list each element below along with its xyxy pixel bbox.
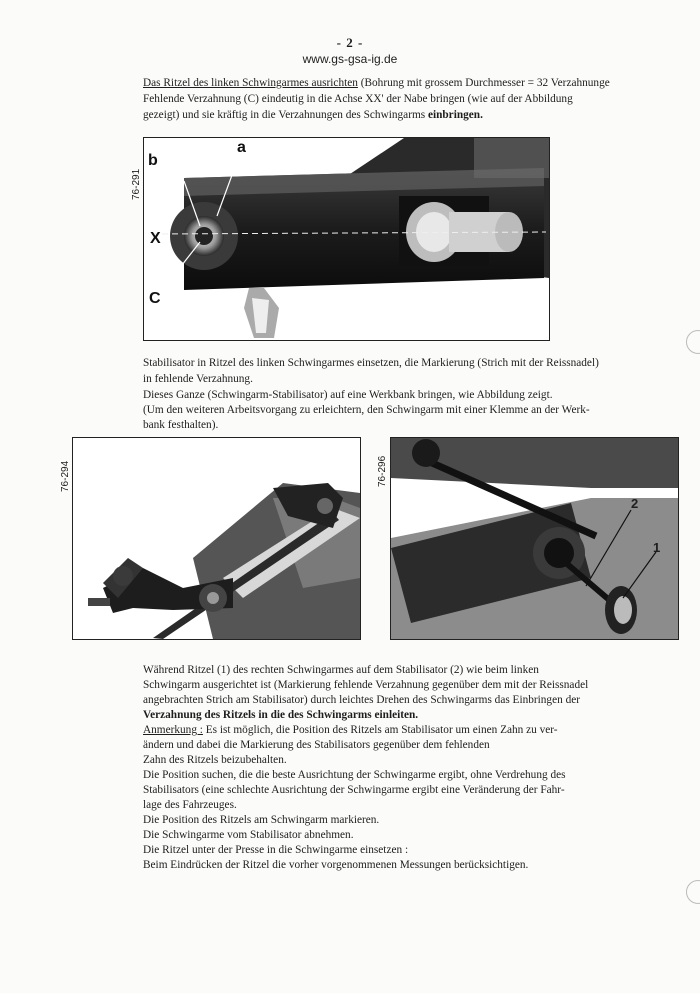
- figure2-photo: [72, 437, 361, 640]
- figure1-label-x: X: [150, 230, 161, 247]
- figure1-label-b: b: [148, 152, 158, 169]
- figure2-id: 76-294: [60, 460, 71, 492]
- figure3-label-1: 1: [653, 540, 661, 555]
- section-heading: Das Ritzel des linken Schwingarmes ausrichten: [143, 77, 358, 89]
- page-number: - 2 -: [336, 35, 364, 50]
- website-url: www.gs-gsa-ig.de: [302, 52, 398, 66]
- note-line9: Die Ritzel unter der Presse in die Schwingarme einsetzen :: [143, 844, 409, 856]
- note-label: Anmerkung :: [143, 724, 203, 736]
- note-line4: Die Position suchen, die die beste Ausrichtung der Schwingarme ergibt, ohne Verdrehung des: [143, 769, 566, 781]
- figure1-label-c: C: [149, 290, 161, 307]
- para3-line4: [143, 708, 418, 723]
- right-swing-arm-stabilizer-illustration: [391, 438, 678, 639]
- para1-line3: [143, 108, 483, 123]
- para2-line2: in fehlende Verzahnung.: [143, 373, 253, 385]
- scan-mark-top: [686, 330, 700, 354]
- figure3-label-2: 2: [631, 496, 639, 511]
- figure3-id: 76-296: [377, 455, 388, 487]
- note-line10: Beim Eindrücken der Ritzel die vorher vorgenommenen Messungen berücksichtigen.: [143, 859, 529, 871]
- para3-line3: angebrachten Strich am Stabilisator) durch leichtes Drehen des Schwingarms das Einbringen der: [143, 694, 580, 706]
- swing-arm-hub-illustration: [144, 138, 549, 340]
- para2-line5: bank festhalten).: [143, 419, 219, 431]
- para1-line2: Fehlende Verzahnung (C) eindeutig in die Achse XX' der Nabe bringen (wie auf der Abbildung: [143, 93, 573, 105]
- para1-line1: [143, 76, 610, 91]
- note-line2: ändern und dabei die Markierung des Stabilisators gegenüber dem fehlenden: [143, 739, 490, 751]
- note-line1: [143, 723, 558, 738]
- note-line6: lage des Fahrzeuges.: [143, 799, 237, 811]
- para3-line4-text: Verzahnung des Ritzels in die des Schwingarms einleiten.: [143, 709, 419, 721]
- figure1-id: 76-291: [131, 168, 142, 200]
- note-line3: Zahn des Ritzels beizubehalten.: [143, 754, 287, 766]
- workbench-assembly-illustration: [73, 438, 360, 639]
- note-line5: Stabilisators (eine schlechte Ausrichtung der Schwingarme ergibt eine Veränderung der Fahr-: [143, 784, 565, 796]
- para1-line1-rest: (Bohrung mit grossem Durchmesser = 32 Verzahnunge: [360, 77, 610, 89]
- para1-line3-text: gezeigt) und sie kräftig in die Verzahnungen des Schwingarms: [143, 109, 428, 121]
- para2-line1: Stabilisator in Ritzel des linken Schwingarmes einsetzen, die Markierung (Strich mit der Reissnadel): [143, 357, 599, 369]
- figure3-photo: [390, 437, 679, 640]
- para1-line3-bold: einbringen.: [427, 109, 483, 121]
- figure1-photo: [143, 137, 550, 341]
- note-line1-rest: Es ist möglich, die Position des Ritzels am Stabilisator um einen Zahn zu ver-: [202, 724, 558, 736]
- para3-line1: Während Ritzel (1) des rechten Schwingarmes auf dem Stabilisator (2) wie beim linken: [143, 664, 539, 676]
- note-line8: Die Schwingarme vom Stabilisator abnehmen.: [143, 829, 354, 841]
- figure1-label-a: a: [237, 139, 246, 156]
- scan-mark-bottom: [686, 880, 700, 904]
- para2-line4: (Um den weiteren Arbeitsvorgang zu erleichtern, den Schwingarm mit einer Klemme an der Werk-: [143, 404, 590, 416]
- para2-line3: Dieses Ganze (Schwingarm-Stabilisator) auf eine Werkbank bringen, wie Abbildung zeigt.: [143, 389, 553, 401]
- para3-line2: Schwingarm ausgerichtet ist (Markierung fehlende Verzahnung gegenüber dem mit der Reissnadel: [143, 679, 589, 691]
- note-line7: Die Position des Ritzels am Schwingarm markieren.: [143, 814, 380, 826]
